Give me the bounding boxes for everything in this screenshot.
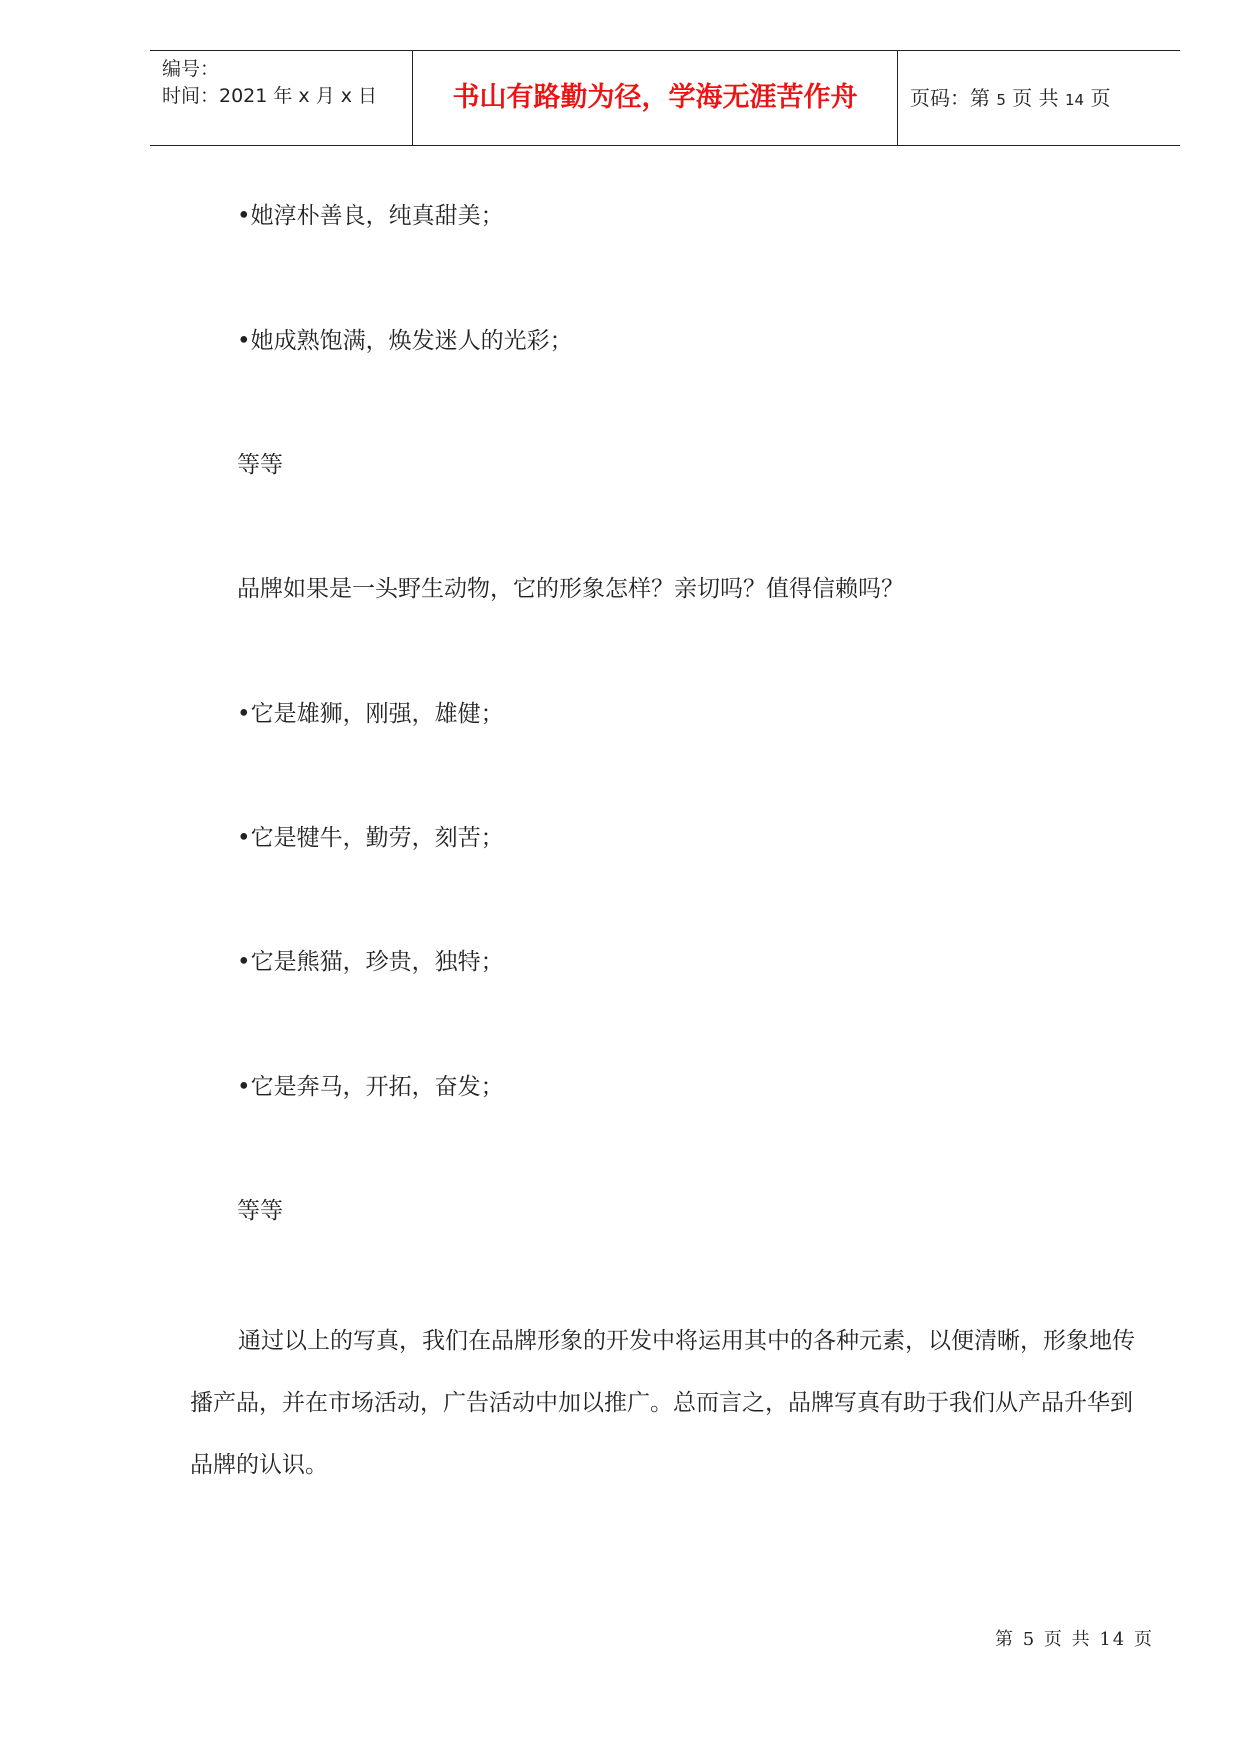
list-item: •它是雄狮，刚强，雄健；	[237, 701, 504, 727]
page-current: 5	[996, 91, 1006, 109]
header-page-number	[898, 51, 1180, 145]
page-suffix: 页	[1090, 86, 1111, 110]
header-motto: 书山有路勤为径，学海无涯苦作舟	[412, 51, 898, 145]
text-line: 等等	[237, 452, 283, 478]
page-total: 14	[1064, 91, 1085, 109]
page-mid: 页 共	[1012, 86, 1059, 110]
page-prefix: 页码：第	[910, 86, 990, 110]
list-item: •她成熟饱满，焕发迷人的光彩；	[237, 328, 573, 354]
page-footer: 第 5 页 共 14 页	[995, 1629, 1154, 1650]
header-meta	[150, 51, 412, 145]
document-time-label: 时间：2021 年 x 月 x 日	[162, 85, 378, 107]
summary-text: 通过以上的写真，我们在品牌形象的开发中将运用其中的各种元素，以便清晰，形象地传播产品，并在市场活动，广告活动中加以推广。总而言之，品牌写真有助于我们从产品升华到品牌的认识。	[190, 1328, 1135, 1478]
list-item: •它是熊猫，珍贵，独特；	[237, 949, 504, 975]
page-header	[150, 50, 1180, 146]
list-item: •她淳朴善良，纯真甜美；	[237, 203, 504, 229]
list-item: •它是犍牛，勤劳，刻苦；	[237, 825, 504, 851]
question-line: 品牌如果是一头野生动物，它的形象怎样？亲切吗？值得信赖吗？	[237, 576, 904, 602]
document-number-label: 编号：	[162, 58, 220, 80]
list-item: •它是奔马，开拓，奋发；	[237, 1074, 504, 1100]
text-line: 等等	[237, 1198, 283, 1224]
summary-paragraph	[190, 1310, 1140, 1496]
